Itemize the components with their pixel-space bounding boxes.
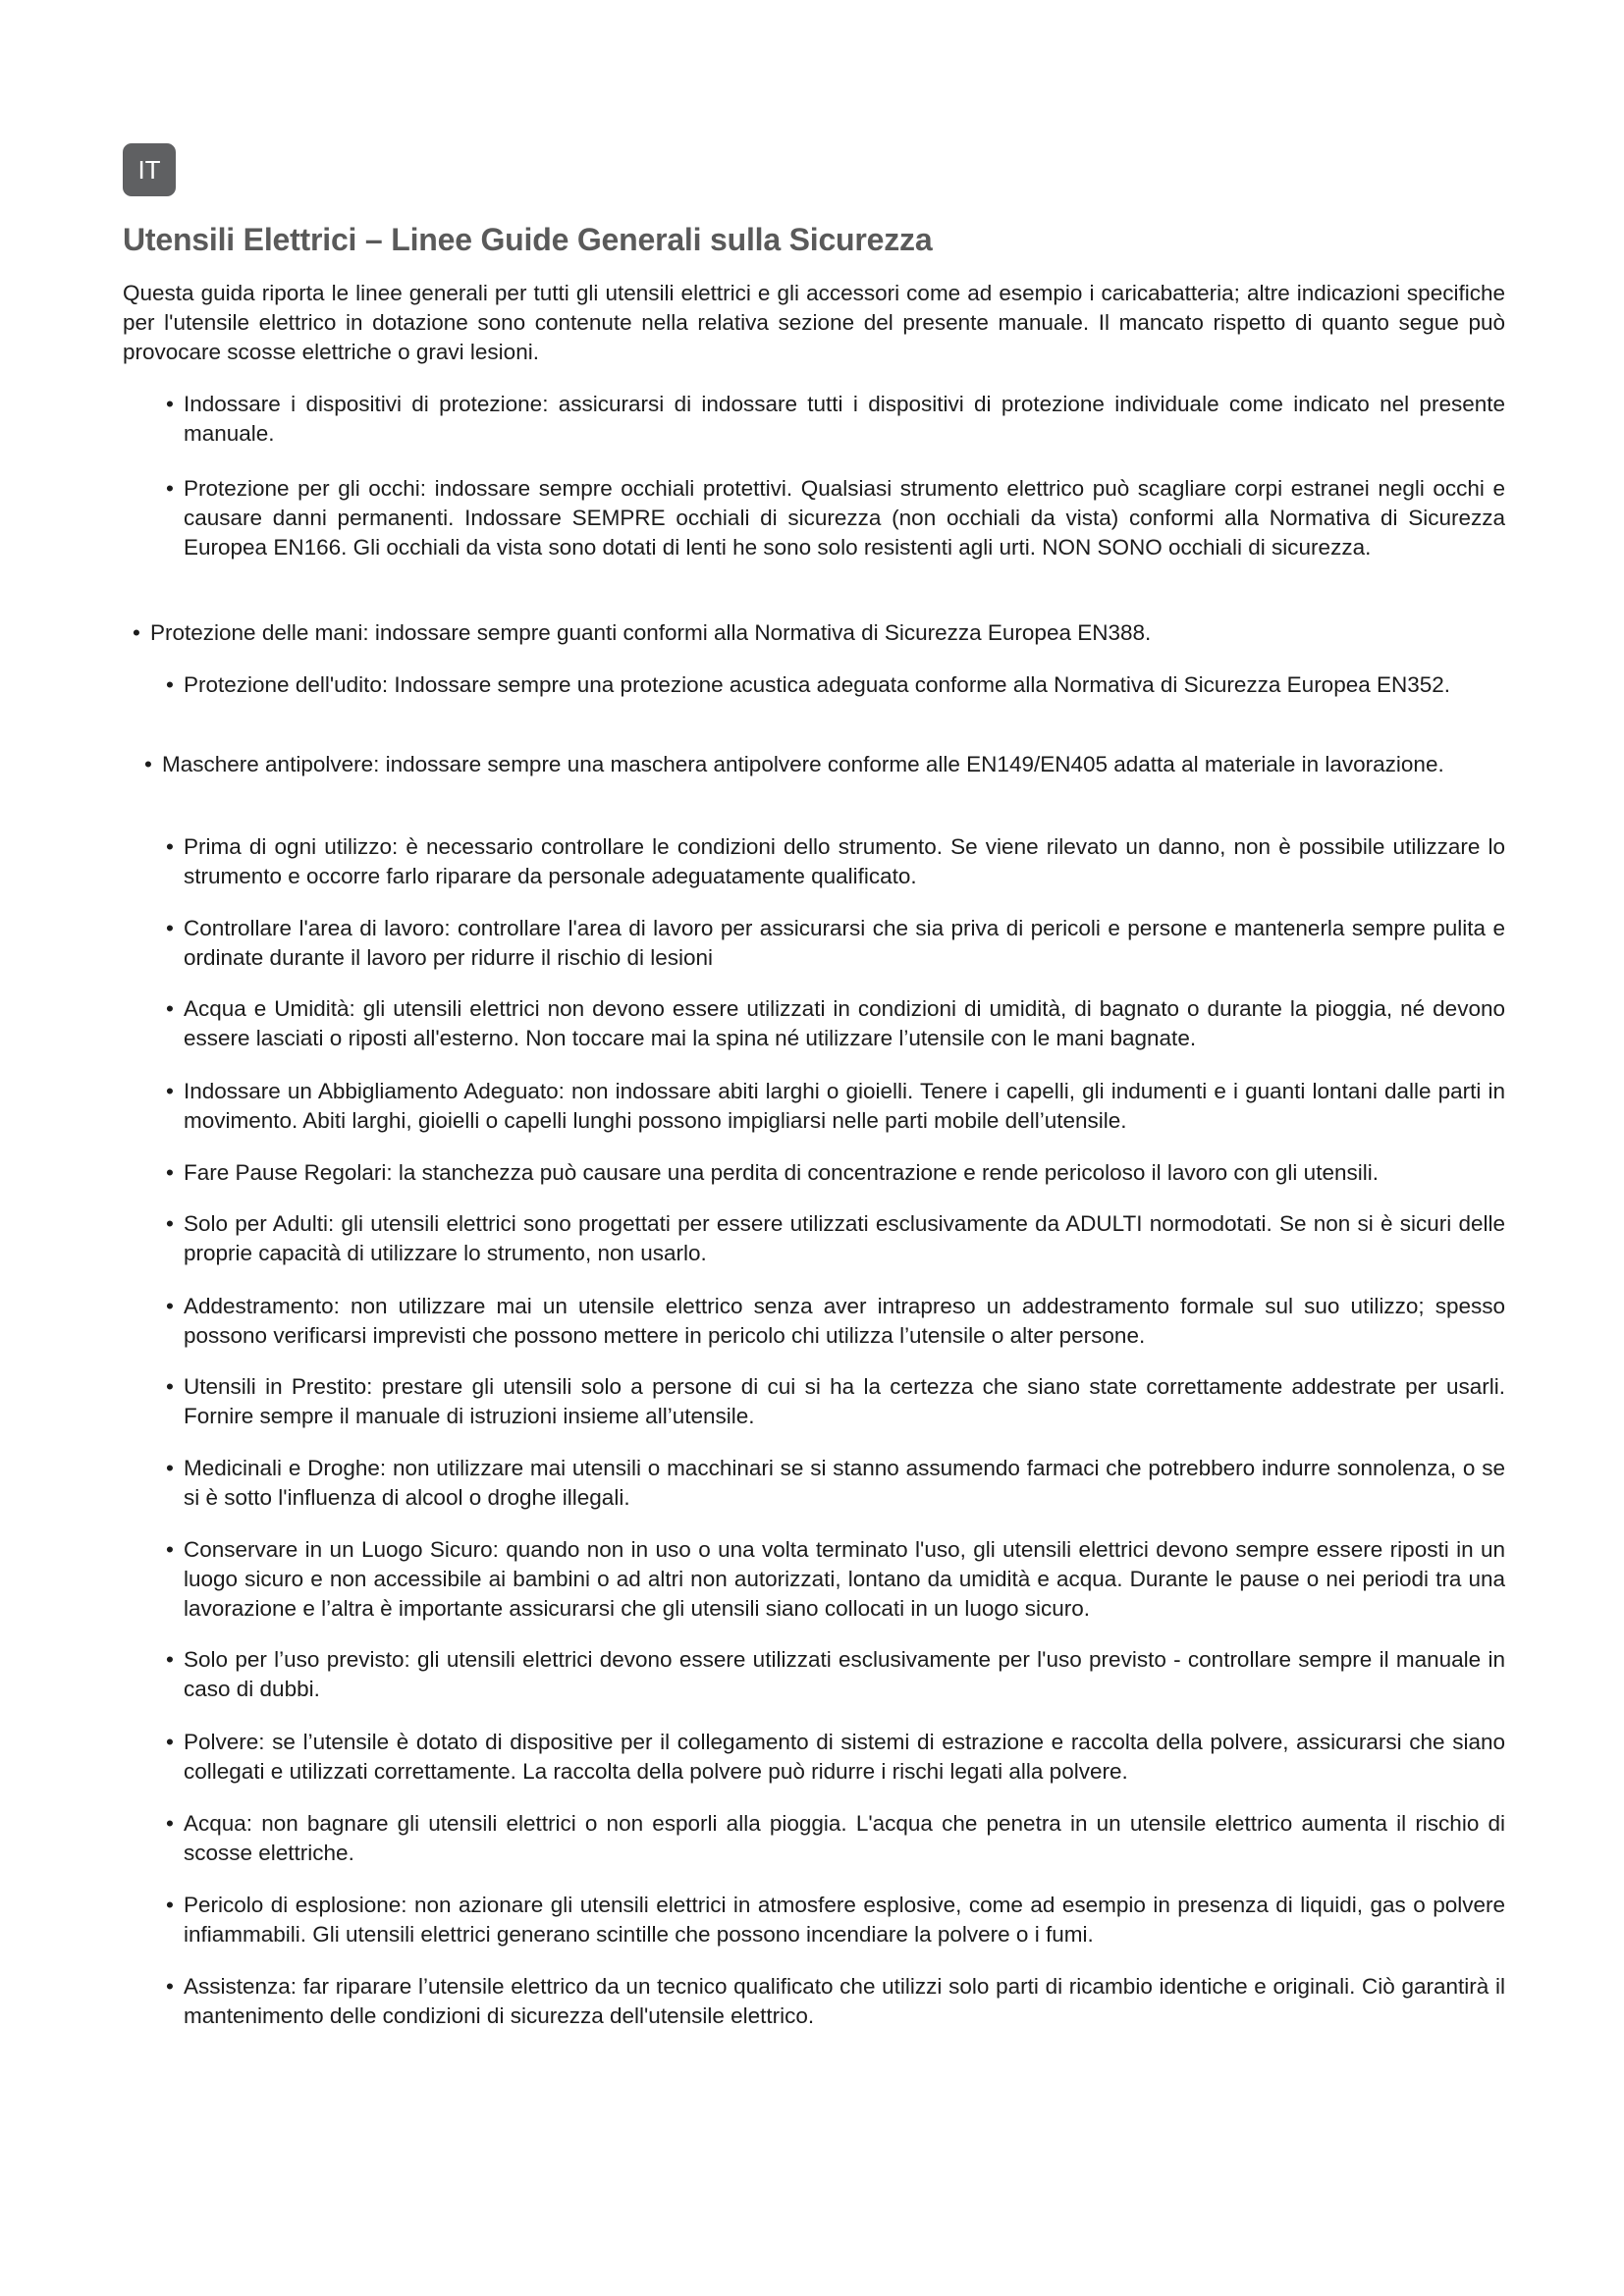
bullet-icon: •	[166, 392, 174, 416]
page-title: Utensili Elettrici – Linee Guide Generali sulla Sicurezza	[123, 222, 933, 257]
list-item	[166, 1077, 1505, 1136]
list-item	[166, 390, 1505, 449]
list-item-text: Addestramento: non utilizzare mai un utensile elettrico senza aver intrapreso un addestramento formale sul suo utilizzo; spesso possono verificarsi imprevisti che possono mettere in pericolo chi utilizza l’utensile o alter persone.	[184, 1294, 1505, 1348]
list-item-text: Protezione delle mani: indossare sempre guanti conformi alla Normativa di Sicurezza Europea EN388.	[150, 620, 1152, 645]
list-item-text: Protezione dell'udito: Indossare sempre una protezione acustica adeguata conforme alla Normativa di Sicurezza Europea EN352.	[184, 672, 1451, 697]
bullet-icon: •	[166, 1730, 174, 1754]
list-item	[166, 1209, 1505, 1268]
list-item-text: Prima di ogni utilizzo: è necessario controllare le condizioni dello strumento. Se viene rilevato un danno, non è possibile utilizzare lo strumento e occorre farlo riparare da personale adeguatamente qualificato.	[184, 834, 1505, 888]
list-item-text: Acqua e Umidità: gli utensili elettrici non devono essere utilizzati in condizioni di umidità, di bagnato o durante la pioggia, né devono essere lasciati o riposti all'esterno. Non toccare mai la spina né utilizzare l’utensile con le mani bagnate.	[184, 996, 1505, 1050]
list-item	[166, 474, 1505, 562]
list-item	[166, 1728, 1505, 1787]
bullet-icon: •	[166, 1893, 174, 1917]
list-item-text: Pericolo di esplosione: non azionare gli utensili elettrici in atmosfere esplosive, come ad esempio in presenza di liquidi, gas o polvere infiammabili. Gli utensili elettrici generano scintille che possono incendiare la polvere o i fumi.	[184, 1893, 1505, 1947]
list-item	[166, 1158, 1505, 1188]
bullet-icon: •	[166, 1211, 174, 1236]
bullet-icon: •	[166, 476, 174, 501]
list-item-text: Assistenza: far riparare l’utensile elettrico da un tecnico qualificato che utilizzi solo parti di ricambio identiche e originali. Ciò garantirà il mantenimento delle condizioni di sicurezza dell'utensile elettrico.	[184, 1974, 1505, 2028]
intro-paragraph: Questa guida riporta le linee generali per tutti gli utensili elettrici e gli accessori come ad esempio i caricabatteria; altre indicazioni specifiche per l'utensile elettrico in dotazione sono contenute nella relativa sezione del presente manuale. Il mancato rispetto di quanto segue può provocare scosse elettriche o gravi lesioni.	[123, 281, 1505, 364]
bullet-icon: •	[166, 1456, 174, 1480]
list-item-text: Controllare l'area di lavoro: controllare l'area di lavoro per assicurarsi che sia priva di pericoli e persone e mantenerla sempre pulita e ordinate durante il lavoro per ridurre il rischio di lesioni	[184, 916, 1505, 970]
list-item-text: Maschere antipolvere: indossare sempre una maschera antipolvere conforme alle EN149/EN405 adatta al materiale in lavorazione.	[162, 752, 1444, 776]
list-item-text: Acqua: non bagnare gli utensili elettrici o non esporli alla pioggia. L'acqua che penetra in un utensile elettrico aumenta il rischio di scosse elettriche.	[184, 1811, 1505, 1865]
bullet-icon: •	[166, 1294, 174, 1318]
list-item	[144, 750, 1480, 779]
bullet-icon: •	[166, 1160, 174, 1185]
bullet-icon: •	[166, 1079, 174, 1103]
list-item	[166, 1645, 1505, 1704]
list-item	[166, 1535, 1505, 1624]
bullet-icon: •	[166, 1374, 174, 1399]
list-item	[166, 1972, 1505, 2031]
list-item-text: Indossare i dispositivi di protezione: assicurarsi di indossare tutti i dispositivi di protezione individuale come indicato nel presente manuale.	[184, 392, 1505, 446]
list-item-text: Fare Pause Regolari: la stanchezza può causare una perdita di concentrazione e rende pericoloso il lavoro con gli utensili.	[184, 1160, 1379, 1185]
list-item	[166, 914, 1505, 973]
bullet-icon: •	[144, 752, 152, 776]
list-item	[166, 1454, 1505, 1513]
bullet-icon: •	[166, 834, 174, 859]
list-item-text: Protezione per gli occhi: indossare sempre occhiali protettivi. Qualsiasi strumento elettrico può scagliare corpi estranei negli occhi e causare danni permanenti. Indossare SEMPRE occhiali di sicurezza (non occhiali da vista) conformi alla Normativa di Sicurezza Europea EN166. Gli occhiali da vista sono dotati di lenti he sono solo resistenti agli urti. NON SONO occhiali di sicurezza.	[184, 476, 1505, 560]
list-item-text: Conservare in un Luogo Sicuro: quando non in uso o una volta terminato l'uso, gli utensili elettrici devono sempre essere riposti in un luogo sicuro e non accessibile ai bambini o ad altri non autorizzati, lontano da umidità e acqua. Durante le pause o nei periodi tra una lavorazione e l’altra è importante assicurarsi che gli utensili siano collocati in un luogo sicuro.	[184, 1537, 1505, 1621]
bullet-icon: •	[166, 672, 174, 697]
list-item	[166, 1891, 1505, 1949]
list-item	[166, 1809, 1505, 1868]
bullet-icon: •	[166, 996, 174, 1021]
list-item-text: Solo per l’uso previsto: gli utensili elettrici devono essere utilizzati esclusivamente per l'uso previsto - controllare sempre il manuale in caso di dubbi.	[184, 1647, 1505, 1701]
list-item-text: Utensili in Prestito: prestare gli utensili solo a persone di cui si ha la certezza che siano state correttamente addestrate per usarli. Fornire sempre il manuale di istruzioni insieme all’utensile.	[184, 1374, 1505, 1428]
list-item	[166, 832, 1505, 891]
bullet-icon: •	[166, 1811, 174, 1836]
list-item-text: Indossare un Abbigliamento Adeguato: non indossare abiti larghi o gioielli. Tenere i capelli, gli indumenti e i guanti lontani dalle parti in movimento. Abiti larghi, gioielli o capelli lunghi possono impigliarsi nelle parti mobile dell’utensile.	[184, 1079, 1505, 1133]
list-item	[166, 1372, 1505, 1431]
list-item	[133, 618, 1505, 648]
language-badge: IT	[123, 143, 176, 196]
list-item	[166, 670, 1505, 700]
bullet-icon: •	[166, 1537, 174, 1562]
bullet-icon: •	[166, 916, 174, 940]
list-item	[166, 994, 1505, 1053]
list-item-text: Polvere: se l’utensile è dotato di dispositive per il collegamento di sistemi di estrazione e raccolta della polvere, assicurarsi che siano collegati e utilizzati correttamente. La raccolta della polvere può ridurre i rischi legati alla polvere.	[184, 1730, 1505, 1784]
list-item	[166, 1292, 1505, 1351]
bullet-icon: •	[166, 1974, 174, 1999]
bullet-icon: •	[166, 1647, 174, 1672]
list-item-text: Solo per Adulti: gli utensili elettrici sono progettati per essere utilizzati esclusivamente da ADULTI normodotati. Se non si è sicuri delle proprie capacità di utilizzare lo strumento, non usarlo.	[184, 1211, 1505, 1265]
bullet-icon: •	[133, 620, 140, 645]
list-item-text: Medicinali e Droghe: non utilizzare mai utensili o macchinari se si stanno assumendo farmaci che potrebbero indurre sonnolenza, o se si è sotto l'influenza di alcool o droghe illegali.	[184, 1456, 1505, 1510]
